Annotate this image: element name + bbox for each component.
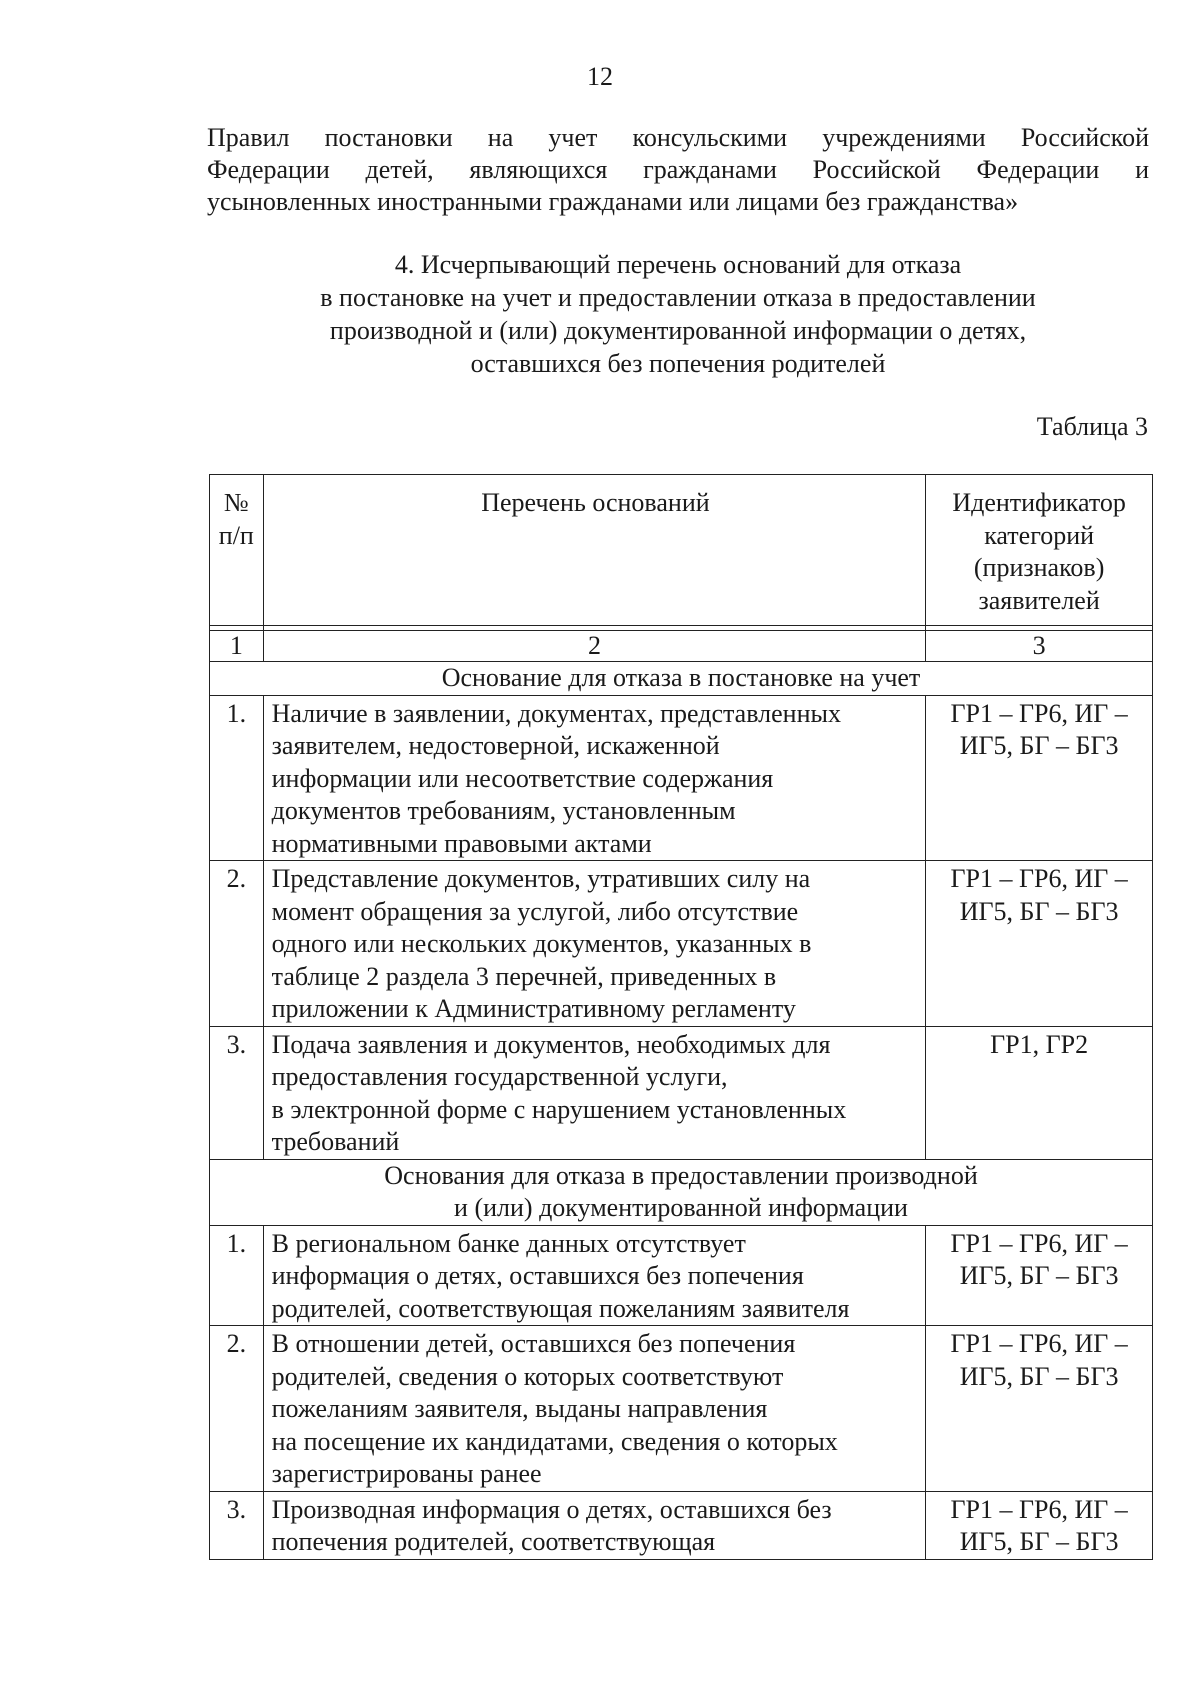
row-reason-line: требований (271, 1127, 400, 1156)
section-title-line: производной и (или) документированной информации о детях, (329, 316, 1027, 345)
row-identifier (926, 695, 1153, 861)
row-number: 1. (210, 695, 264, 861)
row-reason-line: одного или нескольких документов, указанных в (271, 929, 812, 958)
section-title-line: в постановке на учет и предоставлении отказа в предоставлении (320, 283, 1036, 312)
section-title-text: Основания для отказа в предоставлении производной (384, 1160, 978, 1190)
row-reason-line: В региональном банке данных отсутствует (271, 1228, 746, 1258)
table-header-row (210, 475, 1153, 626)
row-reason-line: Представление документов, утративших силу на (271, 864, 811, 893)
table-row (210, 861, 1153, 1027)
row-reason (263, 695, 926, 861)
section-title-text: и (или) документированной информации (454, 1193, 908, 1222)
row-reason-line: пожеланиям заявителя, выданы направления (271, 1394, 768, 1423)
row-reason-line: информации или несоответствие содержания (271, 763, 774, 793)
column-number: 3 (926, 631, 1153, 662)
header-identifier-line: (признаков) (973, 553, 1105, 582)
row-number: 3. (210, 1491, 264, 1559)
header-num-line: п/п (218, 520, 254, 550)
header-num (210, 475, 264, 626)
row-identifier (926, 1491, 1153, 1559)
row-identifier-line: ИГ5, БГ – БГ3 (959, 1261, 1119, 1290)
row-number: 1. (210, 1225, 264, 1326)
row-identifier-line: ГР1 – ГР6, ИГ – (950, 1228, 1128, 1258)
table-row (210, 1225, 1153, 1326)
row-reason-line: приложении к Административному регламенту (271, 994, 796, 1023)
table-row (210, 1326, 1153, 1492)
row-reason-line: на посещение их кандидатами, сведения о которых (271, 1426, 838, 1456)
row-identifier (926, 861, 1153, 1027)
row-reason-line: таблице 2 раздела 3 перечней, приведенных в (271, 961, 777, 991)
row-identifier-line: ИГ5, БГ – БГ3 (959, 731, 1119, 760)
section-title-line: 4. Исчерпывающий перечень оснований для отказа (394, 250, 962, 279)
row-identifier (926, 1026, 1153, 1159)
row-identifier-line: ГР1 – ГР6, ИГ – (950, 698, 1128, 728)
header-reasons-text: Перечень оснований (481, 488, 710, 517)
header-reasons (263, 475, 926, 626)
header-identifier-line: Идентификатор (952, 488, 1126, 517)
column-number: 1 (210, 631, 264, 662)
header-identifier-line: заявителей (978, 585, 1100, 615)
row-reason (263, 1491, 926, 1559)
row-reason-line: предоставления государственной услуги, (271, 1062, 728, 1091)
header-identifier (926, 475, 1153, 626)
row-identifier-line: ИГ5, БГ – БГ3 (959, 896, 1119, 926)
row-reason-line: родителей, сведения о которых соответствуют (271, 1361, 784, 1391)
row-reason-line: Подача заявления и документов, необходимых для (271, 1029, 831, 1059)
row-reason-line: В отношении детей, оставшихся без попечения (271, 1329, 796, 1358)
row-reason (263, 1026, 926, 1159)
intro-line: усыновленных иностранными гражданами или лицами без гражданства» (207, 187, 1019, 216)
section-header-row (210, 662, 1153, 696)
header-num-line: № (223, 488, 249, 517)
row-reason-line: в электронной форме с нарушением установленных (271, 1094, 847, 1124)
section-header-row (210, 1159, 1153, 1225)
row-number: 2. (210, 861, 264, 1027)
grounds-table (209, 474, 1153, 1560)
row-reason-line: документов требованиям, установленным (271, 796, 736, 825)
row-reason-line: Наличие в заявлении, документах, представленных (271, 698, 841, 728)
row-reason-line: родителей, соответствующая пожеланиям заявителя (271, 1293, 850, 1323)
intro-line: Федерации детей, являющихся гражданами Российской Федерации и (207, 155, 1149, 184)
page-number: 12 (587, 62, 613, 91)
row-identifier-line: ИГ5, БГ – БГ3 (959, 1527, 1119, 1556)
intro-paragraph (207, 122, 1149, 218)
row-reason (263, 861, 926, 1027)
row-reason-line: нормативными правовыми актами (271, 828, 652, 858)
row-number: 3. (210, 1026, 264, 1159)
row-identifier-line: ГР1 – ГР6, ИГ – (950, 1329, 1128, 1358)
row-identifier-line: ГР1 – ГР6, ИГ – (950, 1494, 1128, 1524)
intro-line: Правил постановки на учет консульскими учреждениями Российской (207, 123, 1149, 152)
section-title (207, 248, 1149, 380)
row-number: 2. (210, 1326, 264, 1492)
row-reason-line: зарегистрированы ранее (271, 1459, 542, 1488)
row-identifier (926, 1225, 1153, 1326)
row-identifier (926, 1326, 1153, 1492)
row-reason-line: информация о детях, оставшихся без попечения (271, 1261, 804, 1290)
row-identifier-line: ГР1 – ГР6, ИГ – (950, 864, 1128, 893)
section-title-text: Основание для отказа в постановке на учет (441, 663, 921, 692)
row-reason-line: Производная информация о детях, оставшихся без (271, 1494, 832, 1524)
row-reason (263, 1326, 926, 1492)
row-identifier-line: ГР1, ГР2 (990, 1029, 1089, 1059)
row-reason-line: попечения родителей, соответствующая (271, 1527, 716, 1556)
column-number: 2 (263, 631, 926, 662)
section-title-cell (210, 1159, 1153, 1225)
section-title-cell (210, 662, 1153, 696)
table-row (210, 1026, 1153, 1159)
section-title-line: оставшихся без попечения родителей (470, 349, 886, 378)
table-row (210, 1491, 1153, 1559)
column-number-row (210, 631, 1153, 662)
row-reason-line: момент обращения за услугой, либо отсутствие (271, 896, 799, 926)
table-label: Таблица 3 (1036, 412, 1148, 441)
row-reason-line: заявителем, недостоверной, искаженной (271, 731, 720, 760)
row-reason (263, 1225, 926, 1326)
table-row (210, 695, 1153, 861)
header-identifier-line: категорий (984, 520, 1095, 550)
row-identifier-line: ИГ5, БГ – БГ3 (959, 1361, 1119, 1391)
